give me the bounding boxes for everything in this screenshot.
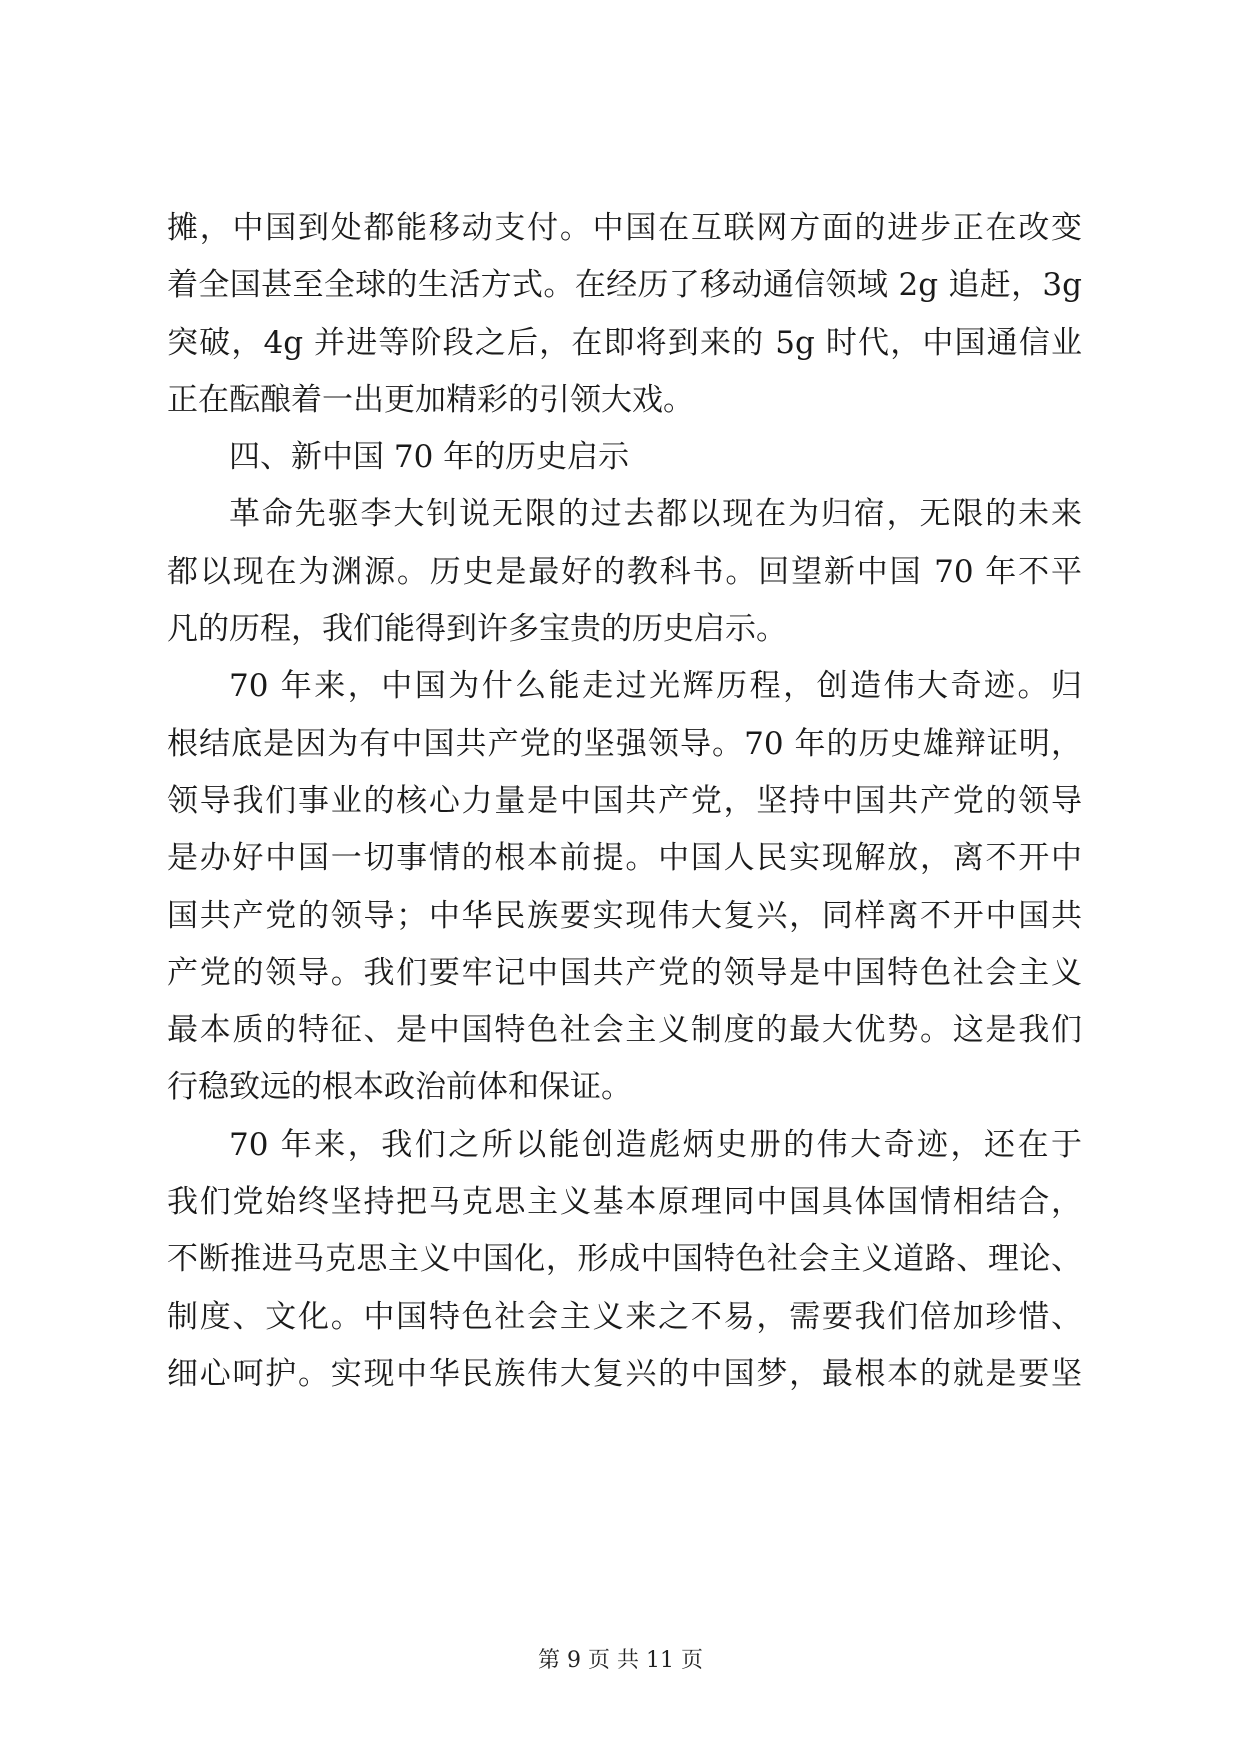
text-line: 国共产党的领导；中华民族要实现伟大复兴，同样离不开中国共 — [167, 897, 1082, 934]
text-line: 产党的领导。我们要牢记中国共产党的领导是中国特色社会主义 — [167, 954, 1082, 991]
text-line: 摊，中国到处都能移动支付。中国在互联网方面的进步正在改变 — [167, 210, 1082, 246]
text-line: 正在酝酿着一出更加精彩的引领大戏。 — [167, 381, 694, 418]
text-line: 领导我们事业的核心力量是中国共产党，坚持中国共产党的领导 — [167, 782, 1082, 819]
text-line: 四、新中国 70 年的历史启示 — [229, 439, 630, 476]
text-line: 细心呵护。实现中华民族伟大复兴的中国梦，最根本的就是要坚 — [167, 1355, 1082, 1392]
text-line: 最本质的特征、是中国特色社会主义制度的最大优势。这是我们 — [167, 1012, 1082, 1049]
text-line: 都以现在为渊源。历史是最好的教科书。回望新中国 70 年不平 — [167, 553, 1082, 590]
text-line: 突破，4g 并进等阶段之后，在即将到来的 5g 时代，中国通信业 — [167, 324, 1082, 361]
text-line: 不断推进马克思主义中国化，形成中国特色社会主义道路、理论、 — [167, 1241, 1082, 1278]
text-line: 我们党始终坚持把马克思主义基本原理同中国具体国情相结合， — [167, 1184, 1082, 1221]
text-line: 行稳致远的根本政治前体和保证。 — [167, 1069, 632, 1106]
text-line: 凡的历程，我们能得到许多宝贵的历史启示。 — [167, 611, 787, 648]
text-line: 制度、文化。中国特色社会主义来之不易，需要我们倍加珍惜、 — [167, 1298, 1082, 1335]
text-line: 是办好中国一切事情的根本前提。中国人民实现解放，离不开中 — [167, 840, 1082, 877]
page-footer: 第 9 页 共 11 页 — [538, 1648, 703, 1673]
text-line: 根结底是因为有中国共产党的坚强领导。70 年的历史雄辩证明， — [167, 725, 1082, 762]
text-line: 70 年来，中国为什么能走过光辉历程，创造伟大奇迹。归 — [229, 668, 1082, 705]
document-body — [167, 200, 1082, 1403]
text-line: 革命先驱李大钊说无限的过去都以现在为归宿，无限的未来 — [229, 496, 1082, 533]
text-line: 70 年来，我们之所以能创造彪炳史册的伟大奇迹，还在于 — [229, 1126, 1082, 1163]
text-line: 着全国甚至全球的生活方式。在经历了移动通信领域 2g 追赶，3g — [167, 267, 1082, 304]
